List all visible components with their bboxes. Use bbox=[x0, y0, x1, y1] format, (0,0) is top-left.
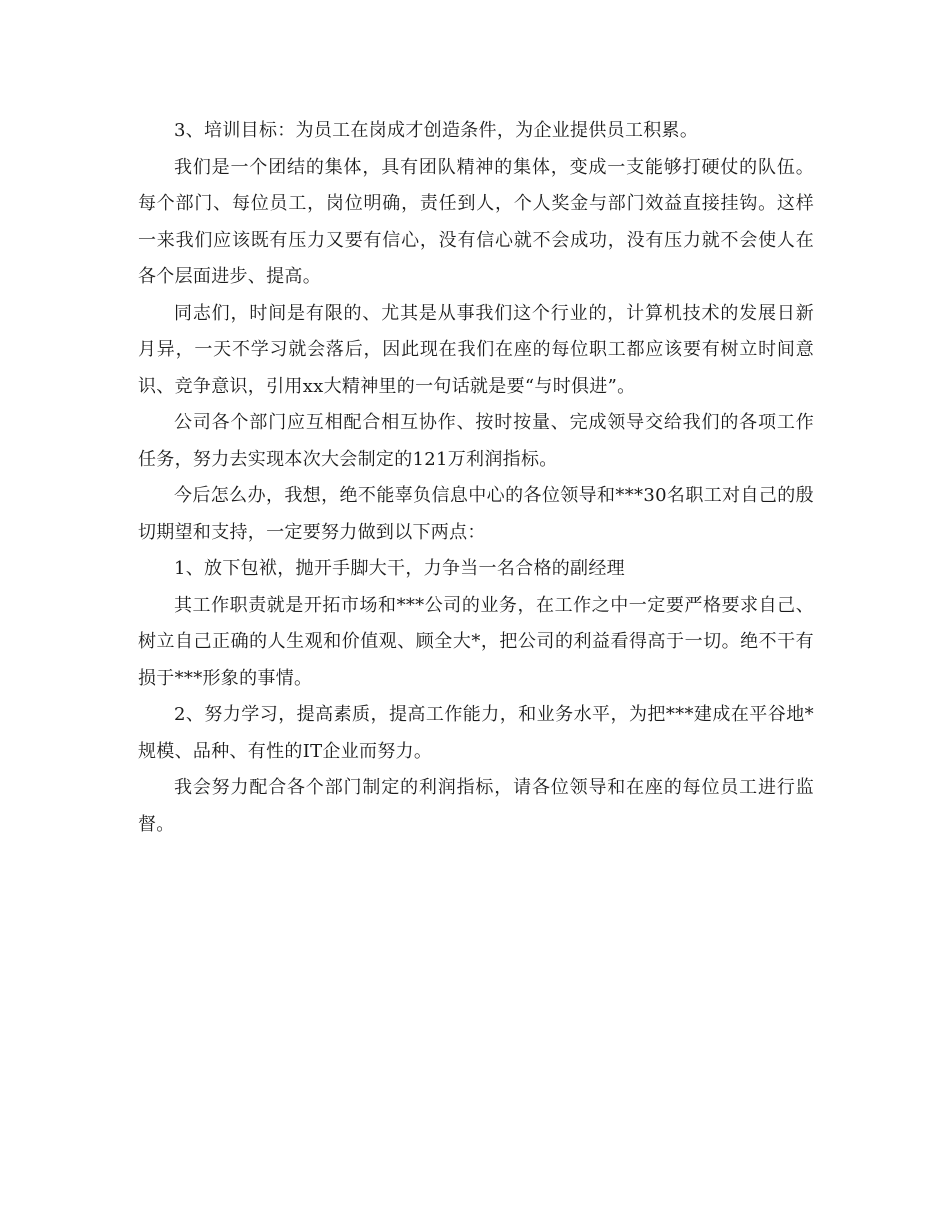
paragraph-job-duties: 其工作职责就是开拓市场和***公司的业务，在工作之中一定要严格要求自己、树立自己正确的人生观和价值观、顾全大*，把公司的利益看得高于一切。绝不干有损于***形象的事情。 bbox=[138, 594, 814, 689]
paragraph-future-plan: 今后怎么办，我想，绝不能辜负信息中心的各位领导和***30名职工对自己的殷切期望和支持，一定要努力做到以下两点： bbox=[138, 485, 814, 543]
document-body bbox=[138, 113, 814, 843]
paragraph-closing: 我会努力配合各个部门制定的利润指标，请各位领导和在座的每位员工进行监督。 bbox=[138, 777, 814, 835]
paragraph-training-goal: 3、培训目标：为员工在岗成才创造条件，为企业提供员工积累。 bbox=[174, 120, 699, 141]
paragraph-team-spirit: 我们是一个团结的集体，具有团队精神的集体，变成一支能够打硬仗的队伍。每个部门、每位员工，岗位明确，责任到人，个人奖金与部门效益直接挂钩。这样一来我们应该既有压力又要有信心，没有信心就不会成功，没有压力就不会使人在各个层面进步、提高。 bbox=[138, 156, 814, 287]
paragraph-department-cooperation: 公司各个部门应互相配合相互协作、按时按量、完成领导交给我们的各项工作任务，努力去实现本次大会制定的121万利润指标。 bbox=[138, 412, 814, 470]
paragraph-point-one: 1、放下包袱，抛开手脚大干，力争当一名合格的副经理 bbox=[174, 558, 625, 579]
paragraph-time-awareness: 同志们，时间是有限的、尤其是从事我们这个行业的，计算机技术的发展日新月异，一天不学习就会落后，因此现在我们在座的每位职工都应该要有树立时间意识、竞争意识，引用xx大精神里的一句话就是要“与时俱进”。 bbox=[138, 302, 814, 397]
paragraph-point-two: 2、努力学习，提高素质，提高工作能力，和业务水平，为把***建成在平谷地*规模、品种、有性的IT企业而努力。 bbox=[138, 704, 814, 762]
